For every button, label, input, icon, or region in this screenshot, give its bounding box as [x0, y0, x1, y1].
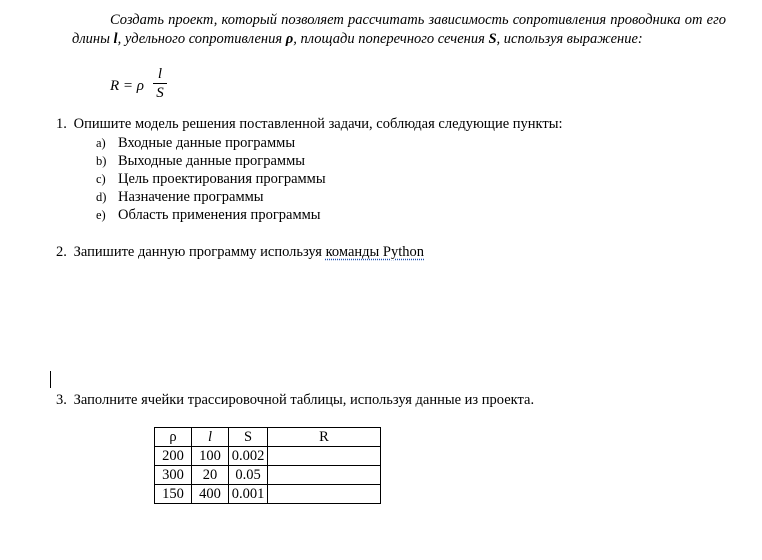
header-rho[interactable]: ρ	[155, 428, 192, 447]
text-cursor	[50, 371, 51, 388]
list-item: a) Входные данные программы	[96, 135, 296, 151]
list-item: d) Назначение программы	[96, 189, 264, 205]
task-3-text: Заполните ячейки трассировочной таблицы, используя данные из проекта.	[73, 392, 535, 408]
table-row	[155, 485, 381, 504]
table-cell[interactable]: 200	[155, 447, 192, 466]
task-1	[56, 115, 563, 133]
table-cell[interactable]: 150	[155, 485, 192, 504]
intro-text-4: , используя выражение:	[496, 31, 643, 47]
table-cell[interactable]: 0.001	[229, 485, 268, 504]
table-cell[interactable]	[268, 485, 381, 504]
intro-text-3: , площади поперечного сечения	[293, 31, 489, 47]
intro-paragraph	[72, 11, 726, 49]
table-cell[interactable]: 100	[192, 447, 229, 466]
table-row	[155, 447, 381, 466]
task-3	[56, 391, 534, 409]
header-length[interactable]: l	[192, 428, 229, 447]
header-area[interactable]: S	[229, 428, 268, 447]
formula-denominator: S	[156, 85, 164, 101]
table-row	[155, 466, 381, 485]
task-2-text: Запишите данную программу используя	[73, 244, 326, 260]
task-1-sublist	[96, 134, 326, 224]
table-cell[interactable]: 0.05	[229, 466, 268, 485]
table-cell[interactable]: 0.002	[229, 447, 268, 466]
task-1-number: 1.	[56, 116, 67, 132]
task-2-number: 2.	[56, 244, 67, 260]
formula-fraction	[153, 66, 167, 102]
table-cell[interactable]: 400	[192, 485, 229, 504]
intro-text-1: Создать проект, который позволяет рассчитать зависимость сопротивления проводника от его длины	[72, 12, 726, 47]
list-item: e) Область применения программы	[96, 207, 321, 223]
formula-numerator: l	[153, 66, 167, 84]
intro-var-area: S	[488, 31, 497, 47]
task-3-number: 3.	[56, 392, 67, 408]
list-item: b) Выходные данные программы	[96, 153, 306, 169]
intro-var-length: l	[113, 31, 118, 47]
header-resistance[interactable]: R	[268, 428, 381, 447]
task-2-spellcheck-text: команды Python	[325, 244, 425, 260]
formula-lhs: R = ρ	[110, 78, 144, 94]
table-cell[interactable]: 20	[192, 466, 229, 485]
task-2	[56, 243, 424, 261]
table-cell[interactable]	[268, 466, 381, 485]
intro-var-resistivity: ρ	[285, 31, 294, 47]
table-cell[interactable]	[268, 447, 381, 466]
trace-table	[154, 427, 381, 504]
intro-text-2: , удельного сопротивления	[117, 31, 286, 47]
table-cell[interactable]: 300	[155, 466, 192, 485]
list-item: c) Цель проектирования программы	[96, 171, 326, 187]
table-header-row	[155, 428, 381, 447]
task-1-text: Опишите модель решения поставленной задачи, соблюдая следующие пункты:	[73, 116, 563, 132]
